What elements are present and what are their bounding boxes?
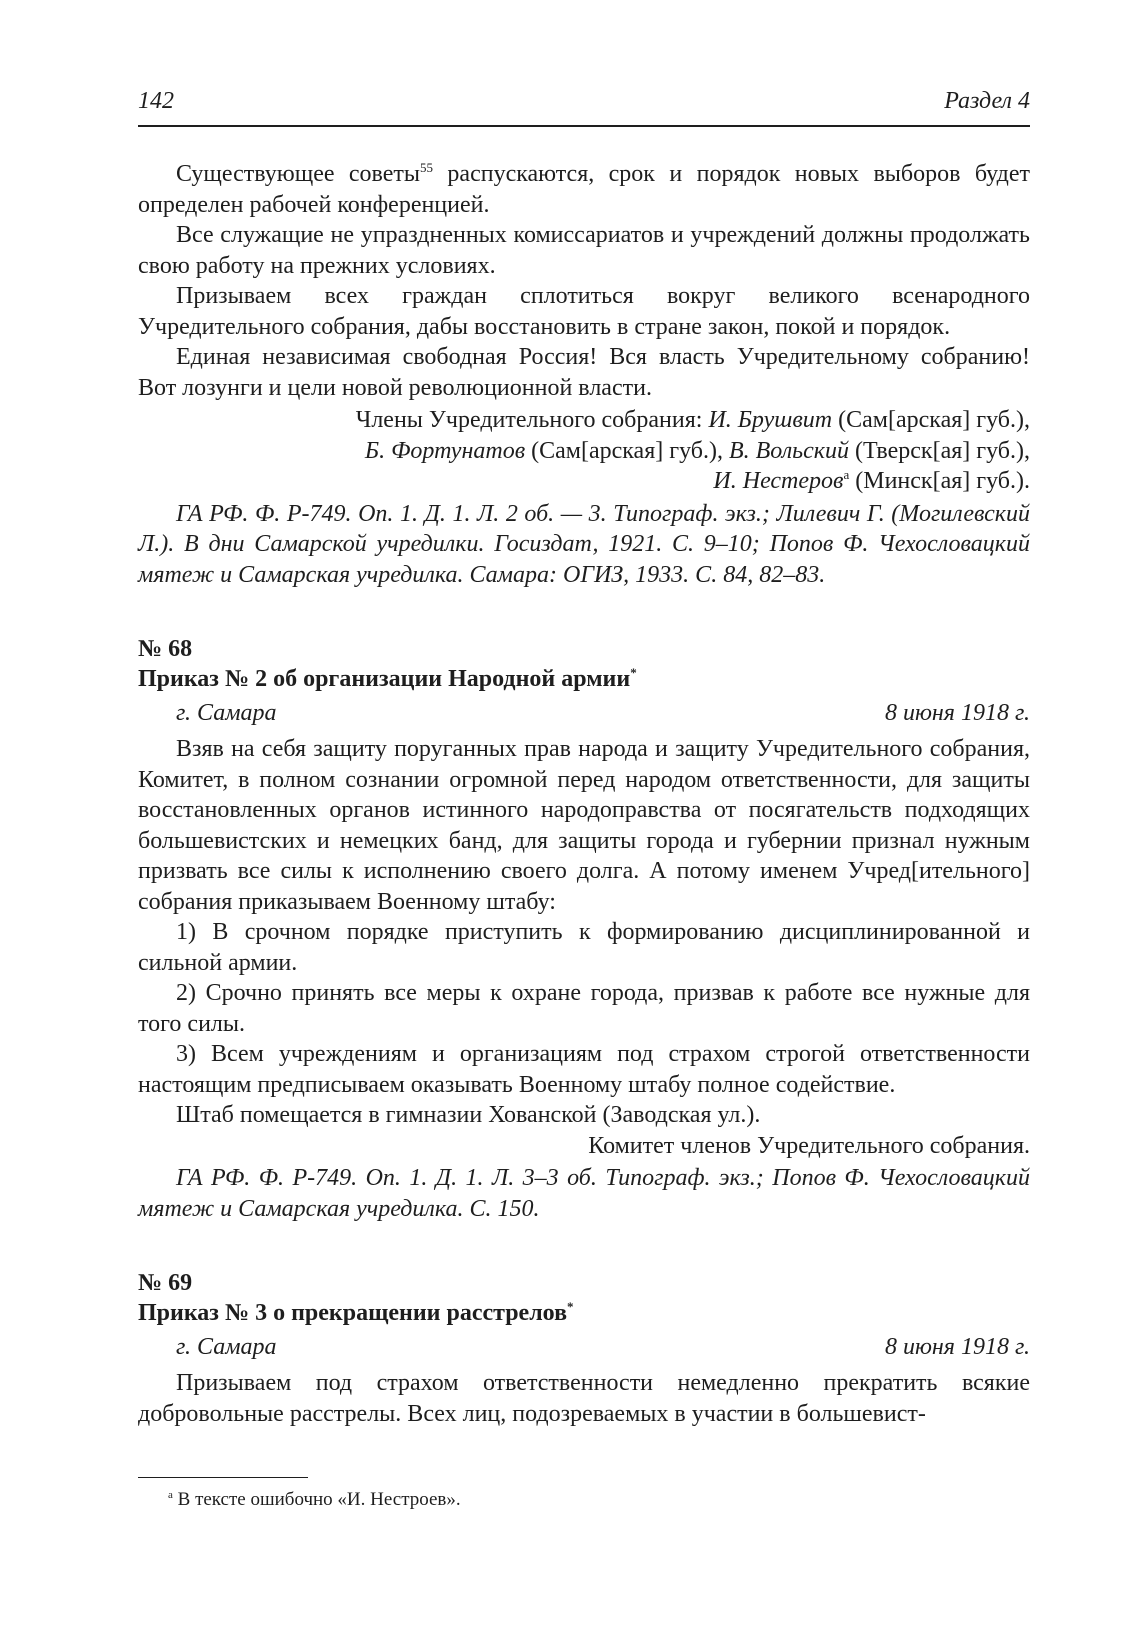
doc-69-place-date — [138, 1332, 1030, 1362]
doc-69-place: г. Самара — [176, 1334, 277, 1360]
doc-68-place-date — [138, 698, 1030, 728]
signers-block — [138, 405, 1030, 497]
footnote-a: $^а$ В тексте ошибочно «И. Нестроев». — [168, 1489, 461, 1510]
doc-68-title: Приказ № 2 об организации Народной армии* — [138, 665, 637, 692]
section-title: Раздел 4 — [944, 88, 1030, 114]
doc-69-paragraph-1: Призываем под страхом ответственности немедленно прекратить всякие добровольные расстрелы. Всех лиц, подозреваемых в участии в большевист- — [138, 1370, 1030, 1427]
doc-68-date: 8 июня 1918 г. — [884, 700, 1030, 726]
doc-69-number: № 69 — [138, 1270, 193, 1296]
page-content — [138, 159, 1030, 1512]
prev-paragraph-4: Единая независимая свободная Россия! Вся власть Учредительному собранию! Вот лозунги и цели новой революционной власти. — [138, 344, 1030, 401]
doc-68-number: № 68 — [138, 636, 193, 662]
doc-68-item-3: 3) Всем учреждениям и организациям под страхом строгой ответственности настоящим предписываем оказывать Военному штабу полное содействие. — [138, 1041, 1030, 1098]
prev-paragraph-3: Призываем всех граждан сплотиться вокруг великого всенародного Учредительного собрания, дабы восстановить в стране закон, покой и порядок. — [138, 283, 1030, 340]
doc-68-item-1: 1) В срочном порядке приступить к формированию дисциплинированной и сильной армии. — [138, 919, 1030, 976]
doc-68-item-2: 2) Срочно принять все меры к охране города, призвав к работе все нужные для того силы. — [138, 980, 1030, 1037]
prev-paragraph-1: Существующее советы$^{55}$ распускаются, срок и порядок новых выборов будет определен рабочей конференцией. — [138, 160, 1030, 218]
note-ref-55: 55 — [420, 160, 434, 175]
running-head — [138, 88, 1030, 127]
signer-line-3: И. Нестеров$^а$ (Минск[ая] губ.). — [713, 467, 1030, 494]
prev-source-citation: ГА РФ. Ф. Р-749. Оп. 1. Д. 1. Л. 2 об. — 3. Типограф. экз.; Лилевич Г. (Могилевский Л.). В дни Самарской учредилки. Госиздат, 1921. С. 9–10; Попов Ф. Чехословацкий мятеж и Самарская учредилка. Самара: ОГИЗ, 1933. С. 84, 82–83. — [138, 500, 1030, 588]
doc-68-source-citation: ГА РФ. Ф. Р-749. Оп. 1. Д. 1. Л. 3–3 об. Типограф. экз.; Попов Ф. Чехословацкий мятеж и Самарская учредилка. С. 150. — [138, 1165, 1030, 1222]
prev-paragraph-2: Все служащие не упраздненных комиссариатов и учреждений должны продолжать свою работу на прежних условиях. — [138, 222, 1030, 279]
doc-68-paragraph-1: Взяв на себя защиту поруганных прав народа и защиту Учредительного собрания, Комитет, в полном сознании огромной перед народом ответственности, для защиты восстановленных органов истинного народоправства от посягательств подходящих большевистских и немецких банд, для защиты города и губернии признал нужным призвать все силы к исполнению своего долга. А потому именем Учред[ительного] собрания приказываем Военному штабу: — [138, 736, 1030, 915]
doc-68-signature: Комитет членов Учредительного собрания. — [588, 1132, 1030, 1159]
signer-line-1: Члены Учредительного собрания: И. Брушвит (Сам[арская] губ.), — [355, 407, 1030, 433]
note-ref-a: а — [843, 467, 850, 482]
footnote-divider — [138, 1477, 308, 1478]
doc-69-title: Приказ № 3 о прекращении расстрелов* — [138, 1299, 574, 1326]
doc-68-place: г. Самара — [176, 700, 277, 726]
doc-68-paragraph-5: Штаб помещается в гимназии Хованской (Заводская ул.). — [176, 1102, 761, 1128]
signer-line-2: Б. Фортунатов (Сам[арская] губ.), В. Вольский (Тверск[ая] губ.), — [364, 437, 1030, 464]
doc-69-date: 8 июня 1918 г. — [884, 1334, 1030, 1360]
page-number: 142 — [138, 88, 174, 114]
